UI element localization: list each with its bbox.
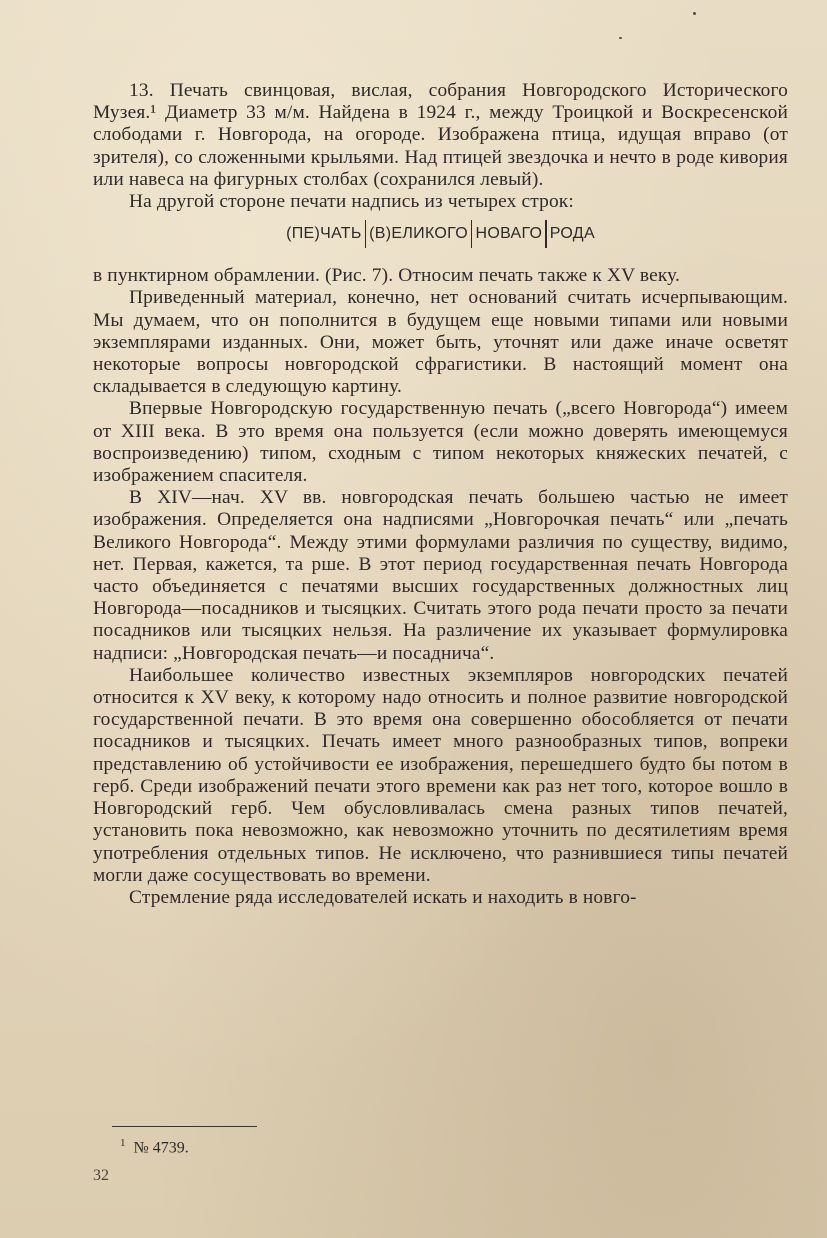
seal-inscription — [93, 223, 788, 245]
footnote-rule — [112, 1126, 257, 1127]
paragraph: Впервые Новгородскую государственную печать („всего Новгорода“) имеем от XIII века. В это время она пользуется (если можно доверять имеющемуся воспроизведению) типом, сходным с типом некоторых княжеских печатей, с изображением спасителя. — [93, 398, 788, 487]
paragraph: Наибольшее количество известных экземпляров новгородских печатей относится к XV веку, к которому надо относить и полное развитие новгородской государственной печати. В это время она совершенно обособляется от печати посадников и тысяцких. Печать имеет много разнообразных типов, вопреки представлению об устойчивости ее изображения, перешедшего будто бы потом в герб. Среди изображений печати этого времени как раз нет того, которое вошло в Новгородский герб. Чем обусловливалась смена разных типов печатей, установить пока невозможно, как невозможно уточнить по десятилетиям время употребления отдельных типов. Не исключено, что разнившиеся типы печатей могли даже сосуществовать во времени. — [93, 664, 788, 886]
footnote-text: № 4739. — [133, 1139, 189, 1157]
paragraph: 13. Печать свинцовая, вислая, собрания Новгородского Исторического Музея.¹ Диаметр 33 м/м. Найдена в 1924 г., между Троицкой и Воскресенской слободами г. Новгорода, на огороде. Изображена птица, идущая вправо (от зрителя), со сложенными крыльями. Над птицей звездочка и нечто в роде кивория или навеса на фигурных столбах (сохранился левый). — [93, 80, 788, 190]
ink-speck — [619, 37, 622, 39]
paragraph: В XIV—нач. XV вв. новгородская печать большею частью не имеет изображения. Определяется она надписями „Новгорочкая печать“ или „печать Великого Новгорода“. Между этими формулами различия по существу, видимо, нет. Первая, кажется, та рше. В этот период государственная печать Новгорода часто объединяется с печатями высших государственных должностных лиц Новгорода—посадников и тысяцких. Считать этого рода печати просто за печати посадников или тысяцких нельзя. На различение их указывает формулировка надписи: „Новгородская печать—и посаднича“. — [93, 487, 788, 664]
inscription-line: (ПЕ)ЧАТЬ — [286, 225, 362, 243]
footnote — [120, 1133, 189, 1158]
paragraph: Стремление ряда исследователей искать и находить в новго- — [129, 886, 637, 908]
inscription-line: (В)ЕЛИКОГО — [369, 225, 468, 243]
page-number: 32 — [93, 1167, 109, 1184]
inscription-line: РОДА — [549, 225, 595, 243]
paragraph: в пунктирном обрамлении. (Рис. 7). Относим печать также к XV веку. — [93, 265, 681, 287]
ink-speck — [693, 12, 696, 15]
paragraph: На другой стороне печати надпись из четырех строк: — [129, 191, 574, 213]
paragraph: Приведенный материал, конечно, нет оснований считать исчерпывающим. Мы думаем, что он пополнится в будущем еще новыми типами или новыми экземплярами изданных. Они, может быть, уточнят или даже иначе осветят некоторые вопросы новгородской сфрагистики. В настоящий момент она складывается в следующую картину. — [93, 287, 788, 398]
footnote-marker: 1 — [120, 1137, 126, 1149]
inscription-line: НОВАГО — [475, 225, 543, 243]
body-text — [93, 80, 788, 909]
